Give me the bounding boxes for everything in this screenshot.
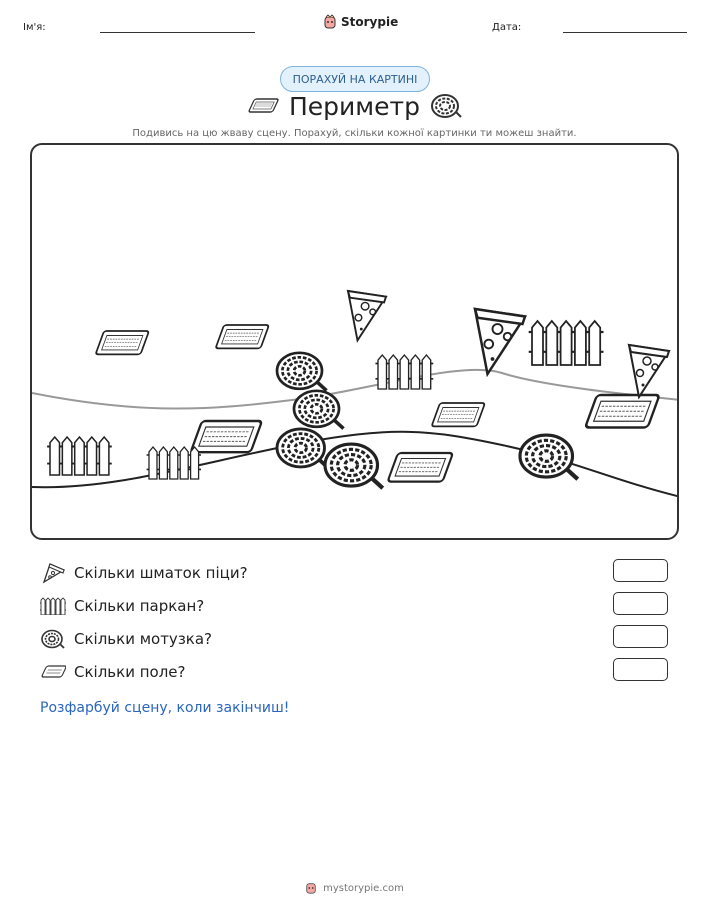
name-label: Ім'я: [23, 22, 46, 33]
question-text: Скільки поле? [74, 663, 186, 681]
answer-box-rope[interactable] [613, 625, 668, 648]
question-text: Скільки паркан? [74, 597, 205, 615]
brand-logo [323, 14, 398, 30]
coloring-note: Розфарбуй сцену, коли закінчиш! [40, 700, 290, 716]
fence-2 [375, 355, 433, 389]
fence-1 [529, 321, 604, 365]
rope-2 [294, 391, 344, 429]
rope-coil-icon [430, 92, 462, 120]
scene-illustration [32, 145, 679, 540]
rope-1 [277, 353, 327, 391]
pizza-1 [348, 291, 386, 340]
question-text: Скільки шматок піци? [74, 564, 248, 582]
rope-coil-icon [40, 626, 66, 652]
question-field [40, 659, 185, 685]
date-line[interactable] [563, 32, 687, 33]
count-badge: ПОРАХУЙ НА КАРТИНІ [280, 66, 430, 92]
fence-3 [47, 437, 112, 475]
question-pizza [40, 560, 248, 586]
question-rope [40, 626, 212, 652]
field-5 [388, 453, 453, 482]
answer-box-pizza[interactable] [613, 559, 668, 582]
field-icon [40, 659, 66, 685]
fence-icon [40, 593, 66, 619]
fence-4 [147, 447, 201, 479]
storypie-mascot-icon [305, 881, 317, 895]
instructions: Подивись на цю жваву сцену. Порахуй, скільки кожної картинки ти можеш знайти. [132, 128, 577, 139]
question-fence [40, 593, 204, 619]
rope-4 [325, 444, 383, 488]
pizza-slice-icon [40, 560, 66, 586]
field-4 [191, 421, 262, 452]
rope-3 [277, 429, 329, 469]
date-label: Дата: [492, 22, 522, 33]
field-6 [585, 395, 659, 428]
field-2 [215, 325, 269, 348]
pizza-3 [629, 345, 669, 397]
pizza-2 [475, 309, 525, 374]
name-line[interactable] [100, 32, 255, 33]
answer-box-fence[interactable] [613, 592, 668, 615]
footer-url[interactable]: mystorypie.com [323, 882, 404, 894]
question-text: Скільки мотузка? [74, 630, 213, 648]
field-1 [95, 331, 149, 354]
storypie-mascot-icon [323, 14, 337, 30]
scene-picture [30, 143, 679, 540]
field-3 [431, 403, 485, 426]
answer-box-field[interactable] [613, 658, 668, 681]
rope-5 [520, 435, 578, 479]
footer [0, 881, 709, 895]
page-title: Периметр [289, 92, 420, 121]
brand-name: Storypie [341, 15, 399, 29]
